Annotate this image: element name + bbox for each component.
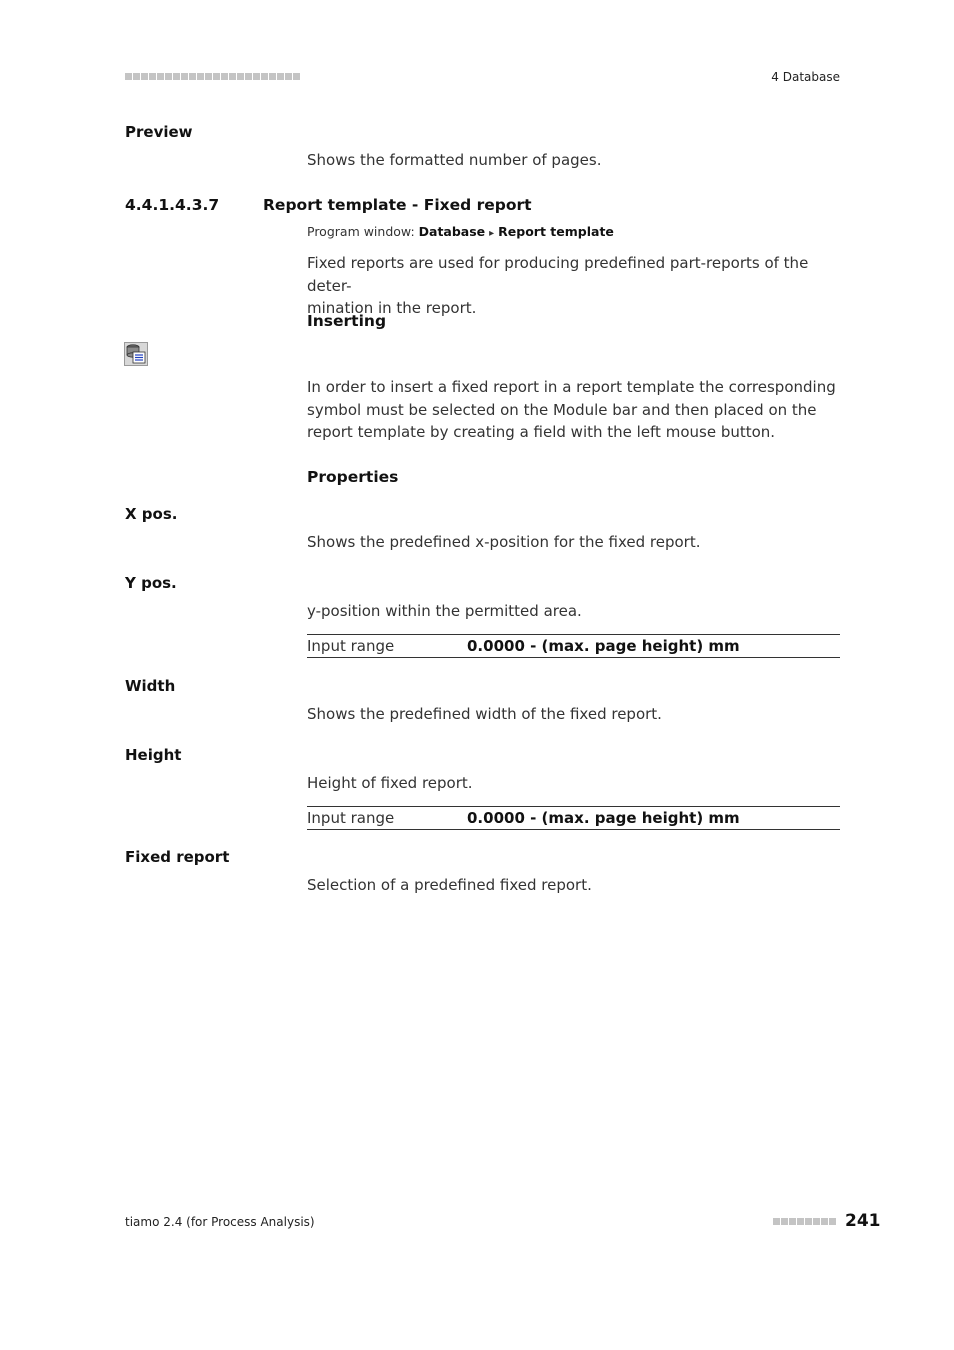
- section-title: Report template - Fixed report: [263, 196, 532, 214]
- footer-decoration: [773, 1218, 836, 1225]
- header-decoration: [125, 73, 300, 80]
- term-x-pos: X pos.: [125, 505, 178, 523]
- x-pos-description: Shows the predefined x-position for the fixed report.: [307, 533, 701, 551]
- section-number: 4.4.1.4.3.7: [125, 196, 220, 214]
- inserting-line-1: In order to insert a fixed report in a report template the corresponding: [307, 378, 836, 396]
- intro-line-1: Fixed reports are used for producing predefined part-reports of the deter-: [307, 254, 809, 295]
- y-pos-range-table: [307, 634, 840, 658]
- inserting-line-3: report template by creating a field with the left mouse button.: [307, 423, 776, 441]
- term-fixed-report: Fixed report: [125, 848, 230, 866]
- path-report-template: Report template: [498, 224, 614, 239]
- term-preview: Preview: [125, 123, 193, 141]
- fixed-report-description: Selection of a predefined fixed report.: [307, 876, 592, 894]
- inserting-heading: Inserting: [307, 312, 387, 330]
- section-intro: [307, 252, 847, 320]
- path-separator: ▸: [489, 228, 495, 239]
- intro-line-2: mination in the report.: [307, 299, 477, 317]
- program-window-label: Program window:: [307, 224, 419, 239]
- range-value: 0.0000 - (max. page height) mm: [467, 637, 740, 655]
- width-description: Shows the predefined width of the fixed report.: [307, 705, 662, 723]
- range-value: 0.0000 - (max. page height) mm: [467, 809, 740, 827]
- page-number: 241: [845, 1211, 881, 1231]
- range-label: Input range: [307, 809, 395, 827]
- footer-product: tiamo 2.4 (for Process Analysis): [125, 1215, 315, 1229]
- y-pos-description: y-position within the permitted area.: [307, 602, 582, 620]
- height-range-table: [307, 806, 840, 830]
- preview-description: Shows the formatted number of pages.: [307, 151, 602, 169]
- fixed-report-icon: [124, 342, 146, 364]
- properties-heading: Properties: [307, 468, 399, 486]
- path-database: Database: [418, 224, 486, 239]
- chapter-header: 4 Database: [771, 70, 840, 84]
- term-y-pos: Y pos.: [125, 574, 177, 592]
- inserting-line-2: symbol must be selected on the Module bar and then placed on the: [307, 400, 817, 419]
- height-description: Height of fixed report.: [307, 774, 473, 792]
- term-height: Height: [125, 746, 182, 764]
- term-width: Width: [125, 677, 176, 695]
- range-label: Input range: [307, 637, 395, 655]
- inserting-description: [307, 376, 847, 444]
- program-window-path: [307, 224, 614, 239]
